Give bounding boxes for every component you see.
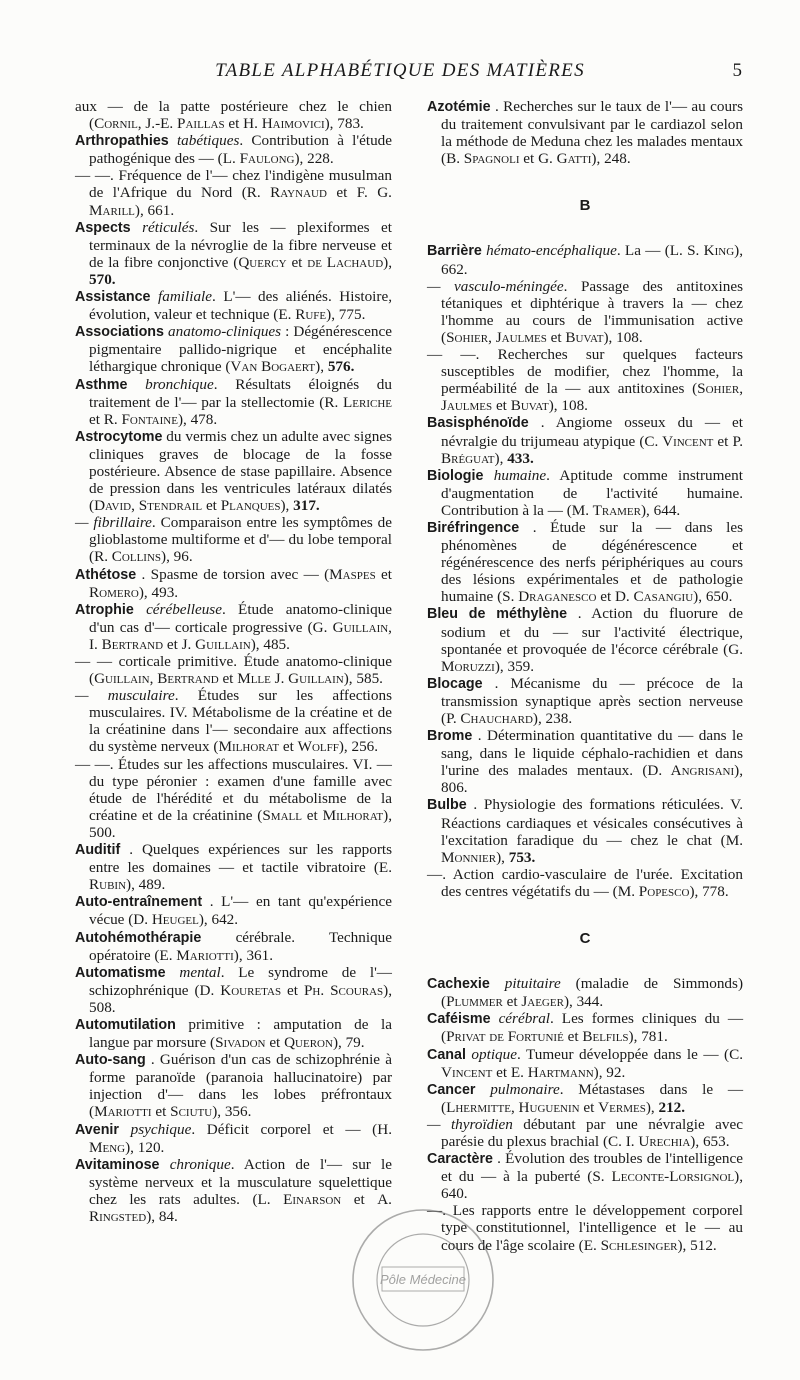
entry-page-ref: ), 500. xyxy=(89,806,392,841)
entry-page-ref: ), xyxy=(280,497,294,515)
section-letter: C xyxy=(579,930,591,948)
index-entry xyxy=(427,346,743,414)
entry-text: . Évolution des troubles de l'intelligence et du — à la puberté ( xyxy=(441,1150,743,1186)
entry-page-ref: ), 84. xyxy=(146,1208,178,1225)
index-entry xyxy=(427,1081,743,1116)
entry-text: . Physiologie des formations réticulées. V. Réactions cardiaques et vésicales consécutives à l'excitation faradique du — chez le chat ( xyxy=(441,796,743,849)
entry-headword: Avenir xyxy=(75,1121,119,1138)
entry-author: Mariotti xyxy=(94,1103,152,1121)
entry-author: D. Heugel xyxy=(133,911,199,929)
entry-text: et xyxy=(151,1103,171,1121)
entry-text: et xyxy=(546,328,566,346)
entry-text: . Contribution à l'étude pathogénique des — ( xyxy=(89,132,392,168)
entry-author: E. Rubin xyxy=(89,859,392,894)
entry-text: . Quelques expériences sur les rapports entre les domaines — et tactile vibratoire ( xyxy=(89,841,393,877)
index-entry xyxy=(75,1156,392,1225)
index-entry xyxy=(75,964,392,1016)
entry-headword: Caractère xyxy=(427,1151,493,1168)
entry-subheading: familiale xyxy=(158,288,213,306)
entry-text: et xyxy=(713,432,733,450)
entry-author: Romero xyxy=(89,583,139,601)
entry-headword: Autohémothérapie xyxy=(75,929,202,946)
index-entry xyxy=(427,519,743,605)
entry-text: . Action du fluorure de sodium et du — sur l'activité électrique, spontanée et provoquée de l'écorce cérébrale ( xyxy=(441,605,744,658)
entry-text: et xyxy=(492,1063,511,1081)
entry-headword: Canal xyxy=(427,1046,466,1063)
entry-page-ref: ), 640. xyxy=(441,1168,743,1203)
index-entry xyxy=(427,1116,743,1150)
entry-headword: Blocage xyxy=(427,675,483,692)
entry-text: et xyxy=(163,635,182,653)
entry-page-bold: 753. xyxy=(508,848,536,866)
entry-page-ref: ), 775. xyxy=(326,306,366,324)
entry-text: et xyxy=(563,1028,583,1046)
entry-page-ref: ), 228. xyxy=(294,150,334,168)
entry-subheading: humaine xyxy=(493,466,547,484)
index-entry xyxy=(75,428,392,514)
entry-headword: Cachexie xyxy=(427,976,490,993)
entry-author: M. Popesco xyxy=(617,882,690,900)
entry-author: R. Fontaine xyxy=(103,410,178,428)
entry-text: et xyxy=(375,565,392,583)
entry-headword: Aspects xyxy=(75,219,131,236)
entry-page-ref: ), xyxy=(315,358,328,376)
entry-author: Sivadon xyxy=(215,1034,266,1052)
index-entry xyxy=(427,796,743,865)
entry-author: G. Moruzzi xyxy=(441,640,743,675)
entry-text: et xyxy=(224,115,244,133)
entry-author: C. Vincent xyxy=(441,1045,744,1081)
entry-text: . Action de l'— sur le système nerveux et la musculature squelettique chez les rats adultes. ( xyxy=(89,1155,393,1208)
entry-page-bold: 433. xyxy=(507,449,534,467)
entry-headword: Bleu de méthylène xyxy=(427,606,568,623)
entry-text: et xyxy=(596,588,615,606)
entry-subheading: chronique xyxy=(169,1155,231,1173)
entry-headword: Athétose xyxy=(75,566,137,583)
index-entry xyxy=(75,167,392,218)
index-entry xyxy=(75,132,392,167)
entry-subheading: pituitaire xyxy=(504,975,561,993)
entry-text: . Étude sur la — dans les phénomènes de dégénérescence et régénérescence des nerfs périphériques au cours des lésions expérimentales et de pathologie humaine ( xyxy=(441,518,743,606)
index-entry xyxy=(75,687,392,755)
entry-author: Planques xyxy=(220,497,281,515)
running-header xyxy=(0,60,800,88)
index-entry xyxy=(427,242,743,277)
entry-author: L. Faulong xyxy=(222,150,295,168)
entry-author: J. Guillain xyxy=(181,635,251,653)
entry-author: C. Vincent xyxy=(644,432,714,450)
entry-author: R. Collins xyxy=(94,548,162,566)
entry-text: et xyxy=(579,1098,599,1116)
entry-subheading: — thyroïdien xyxy=(427,1115,513,1133)
entry-text: . Le syndrome de l'— schizophrénique ( xyxy=(89,963,392,999)
entry-page-ref: ), xyxy=(383,253,393,271)
entry-author: E. Mariotti xyxy=(159,946,234,964)
entry-page-ref: ), 650. xyxy=(693,588,733,606)
entry-page-ref: ), 493. xyxy=(138,583,179,601)
entry-author: S. Draganesco xyxy=(502,588,597,606)
entry-author: G. Guillain, I. Bertrand xyxy=(89,618,392,653)
entry-headword: Associations xyxy=(75,324,164,341)
entry-text: et xyxy=(519,150,539,168)
entry-page-ref: ), xyxy=(494,449,508,467)
entry-text: . Passage des antitoxines tétaniques et diphtérique à travers la — chez l'homme au cours de l'immunisation active ( xyxy=(441,277,743,346)
entry-text: et xyxy=(265,1034,285,1052)
entry-page-ref: ), 662. xyxy=(441,242,743,278)
entry-author: R. Leriche xyxy=(324,393,392,411)
entry-headword: Auto-entraînement xyxy=(75,894,203,911)
entry-page-ref: ), 79. xyxy=(332,1034,365,1052)
index-entry xyxy=(75,756,392,841)
svg-text:Pôle Médecine: Pôle Médecine xyxy=(380,1272,466,1287)
index-entry xyxy=(427,467,743,519)
entry-subheading: cérébelleuse xyxy=(146,600,222,618)
entry-text: . Spasme de torsion avec — ( xyxy=(141,565,330,583)
index-entry xyxy=(427,1010,743,1045)
entry-text: . Étude anatomo-clinique d'un cas d'— corticale progressive ( xyxy=(89,600,393,636)
index-entry xyxy=(427,605,743,674)
entry-headword: Basisphénoïde xyxy=(427,415,529,432)
entry-subheading: cérébral xyxy=(498,1010,551,1028)
entry-text: . Détermination quantitative du — dans le sang, dans le liquide céphalo-rachidien et dans l'urine des malades mentaux. ( xyxy=(441,727,744,780)
index-entry xyxy=(427,1150,743,1202)
index-entry xyxy=(427,675,743,727)
entry-text: . Angiome osseux du — et névralgie du trijumeau atypique ( xyxy=(441,414,743,450)
entry-headword: Assistance xyxy=(75,289,151,306)
entry-author: Sohier, Jaulmes xyxy=(446,328,547,346)
entry-author: R. Raynaud xyxy=(246,184,327,202)
entry-page-bold: 317. xyxy=(293,497,320,515)
entry-author: A. Ringsted xyxy=(89,1190,392,1225)
entry-page-ref: ), 778. xyxy=(689,882,729,900)
entry-subheading: pulmonaire xyxy=(490,1080,560,1098)
entry-author: Guillain, Bertrand xyxy=(94,670,219,688)
entry-page-ref: ), 781. xyxy=(628,1028,668,1046)
entry-text: . Comparaison entre les symptômes de glioblastome multiforme et d'— du lobe temporal ( xyxy=(89,514,392,566)
entry-author: Jaeger xyxy=(521,993,564,1011)
entry-page-ref: ), 585. xyxy=(343,670,383,688)
entry-author: Milhorat xyxy=(322,806,384,824)
index-entry xyxy=(75,1121,392,1156)
entry-author: Ph. Scouras xyxy=(303,981,384,999)
entry-text: cérébrale. Technique opératoire ( xyxy=(89,928,392,964)
index-entry xyxy=(427,98,743,167)
entry-headword: Auto-sang xyxy=(75,1052,146,1069)
header-title: TABLE ALPHABÉTIQUE DES MATIÈRES xyxy=(215,60,585,81)
entry-page-ref: ), 661. xyxy=(134,201,175,219)
entry-text: et xyxy=(301,806,323,824)
entry-text: . Résultats éloignés du traitement de l'— par la stellectomie ( xyxy=(89,375,392,411)
entry-text: — — corticale primitive. Étude anatomo-clinique ( xyxy=(75,653,392,688)
entry-headword: Azotémie xyxy=(427,99,491,115)
entry-author: L. S. King xyxy=(669,242,735,260)
entry-headword: Asthme xyxy=(75,376,128,393)
index-entry xyxy=(427,278,743,346)
entry-page-ref: ), 478. xyxy=(177,410,218,428)
index-entry xyxy=(75,1051,392,1120)
entry-text: et xyxy=(286,253,308,271)
entry-author: D. Kouretas xyxy=(199,981,282,999)
entry-author: F. G. Marill xyxy=(89,184,392,219)
entry-text: . Études sur les affections musculaires. IV. Métabolisme de la créatine et de la créatinine dans l'— secondaire aux affections du système nerveux ( xyxy=(89,687,392,756)
entry-text: et xyxy=(218,670,238,688)
library-stamp xyxy=(348,1205,498,1355)
entry-text: primitive : amputation de la langue par morsure ( xyxy=(89,1015,392,1052)
entry-page-ref: ), 356. xyxy=(212,1103,252,1121)
index-entry xyxy=(75,1016,392,1051)
entry-page-ref: ), 344. xyxy=(563,993,604,1011)
entry-author: Vermes xyxy=(598,1098,646,1116)
entry-author: S. Leconte-Lorsignol xyxy=(592,1168,735,1186)
entry-page-ref: ), 512. xyxy=(677,1236,717,1254)
entry-text: . L'— des aliénés. Histoire, évolution, valeur et technique ( xyxy=(89,288,392,324)
entry-author: E. Schlesinger xyxy=(583,1236,678,1254)
entry-page-ref: ), 642. xyxy=(198,911,239,929)
entry-headword: Astrocytome xyxy=(75,428,163,445)
entry-page-ref: ), 96. xyxy=(161,548,193,566)
entry-text: et xyxy=(492,397,511,415)
entry-author: Queron xyxy=(284,1034,333,1052)
entry-author: D. Casangiu xyxy=(614,588,694,606)
entry-text: et xyxy=(502,993,522,1011)
entry-author: Milhorat xyxy=(218,738,280,756)
left-column xyxy=(75,98,392,1225)
index-entry xyxy=(75,323,392,375)
entry-author: Privat de Fortunié xyxy=(446,1028,564,1046)
entry-author: H. Haimovici xyxy=(243,115,325,133)
entry-page-ref: ), 653. xyxy=(690,1132,730,1150)
entry-text: —. Action cardio-vasculaire de l'urée. Excitation des centres végétatifs du — ( xyxy=(427,865,743,900)
entry-page-ref: ), 644. xyxy=(640,501,681,519)
entry-headword: Cancer xyxy=(427,1081,476,1098)
entry-text: débutant par une névralgie avec parésie du plexus brachial ( xyxy=(441,1115,744,1150)
entry-page-ref: ), 248. xyxy=(591,150,631,168)
entry-text: . Métastases dans le — ( xyxy=(441,1080,744,1116)
entry-page-ref: ), 108. xyxy=(603,328,643,346)
entry-page-ref: ), 92. xyxy=(593,1063,626,1081)
entry-text: . Déficit corporel et — ( xyxy=(191,1120,378,1138)
entry-text: — —. Fréquence de l'— chez l'indigène musulman de l'Afrique du Nord ( xyxy=(75,167,392,202)
entry-text: . Recherches sur le taux de l'— au cours du traitement convulsivant par le cardiazol selon la méthode de Meduna chez les malades mentaux ( xyxy=(441,98,744,168)
entry-author: H. Meng xyxy=(89,1120,392,1156)
page-number: 5 xyxy=(732,60,742,81)
index-entry xyxy=(75,653,392,687)
entry-author: Quercy xyxy=(238,253,287,271)
entry-author: Maspes xyxy=(329,565,376,583)
entry-page-ref: ), 361. xyxy=(233,946,274,964)
section-letter: B xyxy=(579,197,591,215)
entry-page-ref: ), 359. xyxy=(494,657,535,675)
entry-author: David, Stendrail xyxy=(94,497,203,515)
entry-text: (maladie de Simmonds) ( xyxy=(441,975,743,1011)
entry-author: Sohier, Jaulmes xyxy=(441,380,743,415)
entry-author: Buvat xyxy=(565,328,604,346)
entry-page-bold: 570. xyxy=(89,270,116,288)
index-entry xyxy=(75,98,392,132)
entry-headword: Bulbe xyxy=(427,797,467,814)
entry-author: Van Bogaert xyxy=(230,358,316,376)
entry-headword: Avitaminose xyxy=(75,1156,160,1173)
entry-page-ref: ), 256. xyxy=(338,738,379,756)
entry-text: : Dégénérescence pigmentaire pallido-nigrique et encéphalite léthargique chronique ( xyxy=(89,323,392,376)
index-entry xyxy=(75,514,392,565)
index-entry xyxy=(427,727,743,796)
entry-author: D. Angrisani xyxy=(647,762,735,780)
entry-author: P. Bréguat xyxy=(441,432,743,467)
entry-text: et xyxy=(326,184,357,202)
entry-author: de Lachaud xyxy=(307,253,384,271)
entry-text: et xyxy=(202,497,221,515)
entry-subheading: anatomo-cliniques xyxy=(168,323,282,341)
entry-headword: Automutilation xyxy=(75,1016,176,1033)
entry-author: C. I. Urechia xyxy=(608,1132,691,1150)
index-entry xyxy=(75,841,392,893)
entry-text: . La — ( xyxy=(616,242,670,260)
entry-page-ref: ), 108. xyxy=(548,397,588,415)
index-entry xyxy=(427,414,743,466)
index-entry xyxy=(427,866,743,900)
entry-headword: Biréfringence xyxy=(427,519,520,536)
entry-text: et xyxy=(341,1190,378,1208)
entry-headword: Automatisme xyxy=(75,964,166,981)
entry-subheading: tabétiques xyxy=(176,132,240,150)
entry-text: —. Les rapports entre le développement corporel type constitutionnel, l'intelligence et le — au cours de l'âge scolaire ( xyxy=(427,1202,743,1254)
index-entry xyxy=(75,376,392,428)
entry-subheading: optique xyxy=(471,1045,517,1063)
entry-page-ref: ), 489. xyxy=(126,876,166,894)
entry-author: Small xyxy=(262,806,302,824)
entry-author: Buvat xyxy=(510,397,549,415)
entry-text: . L'— en tant qu'expérience vécue ( xyxy=(89,893,392,929)
entry-text: du vermis chez un adulte avec signes cliniques graves de blocage de la fosse postérieure. Absence de stase papillaire. Absence de pression dans les ventricules latéraux dilatés ( xyxy=(89,427,393,515)
index-entry xyxy=(427,975,743,1010)
entry-text: . Les formes cliniques du — ( xyxy=(441,1010,744,1046)
entry-page-bold: 212. xyxy=(658,1098,686,1116)
entry-page-ref: ), xyxy=(645,1098,659,1116)
entry-text: et xyxy=(281,981,304,999)
entry-text: — —. Recherches sur quelques facteurs susceptibles de modifier, chez l'homme, la perméabilité de la — aux antitoxines ( xyxy=(427,346,743,398)
entry-author: P. Chauchard xyxy=(446,710,533,727)
entry-headword: Biologie xyxy=(427,467,484,484)
entry-page-ref: ), 120. xyxy=(125,1138,165,1156)
entry-author: L. Einarson xyxy=(257,1190,342,1208)
entry-author: Plummer xyxy=(446,993,503,1011)
index-entry xyxy=(75,893,392,928)
entry-page-ref: ), 485. xyxy=(250,635,290,653)
entry-page-ref: ), 238. xyxy=(532,710,573,727)
entry-page-bold: 576. xyxy=(327,358,355,376)
index-entry xyxy=(75,929,392,964)
entry-headword: Atrophie xyxy=(75,601,134,618)
entry-author: B. Spagnoli xyxy=(446,150,520,168)
index-entry xyxy=(75,566,392,601)
entry-text: — —. Études sur les affections musculaires. VI. — du type péronier : examen d'une famille avec étude de l'hérédité et du métabolisme de la créatine et de la créatinine ( xyxy=(75,755,392,824)
entry-text: . Aptitude comme instrument d'augmentation de l'activité humaine. Contribution à la — ( xyxy=(441,466,743,519)
entry-text: et xyxy=(279,738,298,756)
index-entry xyxy=(75,219,392,288)
entry-text: et xyxy=(89,410,104,428)
entry-subheading: bronchique xyxy=(145,375,214,393)
entry-headword: Brome xyxy=(427,728,473,745)
entry-subheading: — musculaire xyxy=(75,687,175,705)
entry-text: . Sur les — plexiformes et terminaux de la névroglie de la fibre nerveuse et de la fibre conjonctive ( xyxy=(89,218,392,271)
entry-author: Lhermitte, Huguenin xyxy=(446,1098,580,1116)
entry-page-ref: ), 783. xyxy=(324,115,364,133)
entry-headword: Caféisme xyxy=(427,1011,491,1028)
entry-page-ref: ), xyxy=(496,848,509,866)
entry-author: Wolff xyxy=(297,738,339,756)
entry-text: . Guérison d'un cas de schizophrénie à forme paranoïde (paranoia hallucinatoire) par injection d'— dans les lobes préfrontaux ( xyxy=(89,1051,392,1121)
entry-author: E. Hartmann xyxy=(510,1063,594,1081)
entry-subheading: psychique xyxy=(130,1120,192,1138)
entry-text: . Tumeur développée dans le — ( xyxy=(516,1045,730,1063)
index-entry xyxy=(75,601,392,653)
entry-author: M. Monnier xyxy=(441,831,743,866)
entry-page-ref: ), 508. xyxy=(89,981,393,1016)
right-column xyxy=(427,98,743,1254)
entry-page-ref: ), 806. xyxy=(441,762,743,797)
index-entry xyxy=(75,288,392,323)
entry-author: Sciutu xyxy=(170,1103,213,1121)
entry-author: G. Gatti xyxy=(538,150,592,168)
entry-author: Mlle J. Guillain xyxy=(237,670,344,688)
entry-text: aux — de la patte postérieure chez le chien ( xyxy=(75,98,392,133)
entry-subheading: mental xyxy=(179,963,221,981)
entry-headword: Auditif xyxy=(75,842,121,859)
entry-headword: Arthropathies xyxy=(75,133,169,150)
entry-headword: Barrière xyxy=(427,243,482,260)
entry-subheading: — fibrillaire xyxy=(75,514,152,532)
entry-author: M. Tramer xyxy=(571,501,641,519)
entry-subheading: réticulés xyxy=(142,218,195,236)
entry-subheading: hémato-encéphalique xyxy=(486,242,617,260)
entry-text: . Mécanisme du — précoce de la transmission synaptique après section nerveuse ( xyxy=(441,674,744,727)
entry-author: E. Rufe xyxy=(278,306,327,324)
entry-subheading: — vasculo-méningée xyxy=(427,277,564,295)
entry-author: Cornil, J.-E. Paillas xyxy=(94,115,225,133)
entry-author: Belfils xyxy=(582,1028,629,1046)
index-entry xyxy=(427,1046,743,1081)
